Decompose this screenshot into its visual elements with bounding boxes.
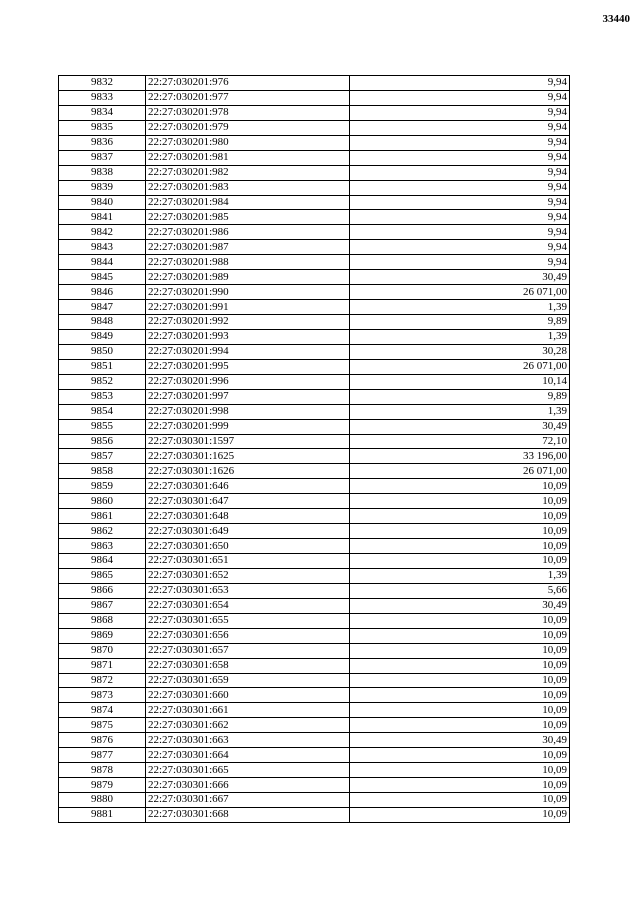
- cadastral-number-cell: 22:27:030201:976: [146, 76, 350, 91]
- value-cell: 30,28: [350, 344, 570, 359]
- table-row: [59, 270, 570, 285]
- value-cell: 1,39: [350, 329, 570, 344]
- table-row: [59, 195, 570, 210]
- value-cell: 9,94: [350, 105, 570, 120]
- value-cell: 9,94: [350, 210, 570, 225]
- row-number-cell: 9867: [59, 598, 146, 613]
- row-number-cell: 9873: [59, 688, 146, 703]
- table-row: [59, 165, 570, 180]
- cadastral-number-cell: 22:27:030301:665: [146, 763, 350, 778]
- row-number-cell: 9872: [59, 673, 146, 688]
- row-number-cell: 9860: [59, 494, 146, 509]
- table-row: [59, 568, 570, 583]
- row-number-cell: 9858: [59, 464, 146, 479]
- cadastral-number-cell: 22:27:030201:988: [146, 255, 350, 270]
- row-number-cell: 9842: [59, 225, 146, 240]
- row-number-cell: 9843: [59, 240, 146, 255]
- cadastral-number-cell: 22:27:030201:998: [146, 404, 350, 419]
- value-cell: 10,09: [350, 688, 570, 703]
- table-row: [59, 76, 570, 91]
- table-row: [59, 344, 570, 359]
- table-row: [59, 494, 570, 509]
- row-number-cell: 9881: [59, 807, 146, 822]
- value-cell: 26 071,00: [350, 464, 570, 479]
- row-number-cell: 9837: [59, 150, 146, 165]
- table-row: [59, 285, 570, 300]
- value-cell: 10,09: [350, 748, 570, 763]
- cadastral-number-cell: 22:27:030201:979: [146, 120, 350, 135]
- cadastral-number-cell: 22:27:030301:666: [146, 778, 350, 793]
- table-row: [59, 554, 570, 569]
- table-row: [59, 105, 570, 120]
- cadastral-number-cell: 22:27:030201:990: [146, 285, 350, 300]
- row-number-cell: 9877: [59, 748, 146, 763]
- table-row: [59, 464, 570, 479]
- value-cell: 10,09: [350, 673, 570, 688]
- row-number-cell: 9834: [59, 105, 146, 120]
- cadastral-number-cell: 22:27:030301:647: [146, 494, 350, 509]
- table-row: [59, 374, 570, 389]
- page-number: 33440: [602, 13, 630, 25]
- cadastral-number-cell: 22:27:030201:995: [146, 359, 350, 374]
- row-number-cell: 9850: [59, 344, 146, 359]
- row-number-cell: 9871: [59, 658, 146, 673]
- value-cell: 10,09: [350, 613, 570, 628]
- value-cell: 10,09: [350, 539, 570, 554]
- table-row: [59, 718, 570, 733]
- row-number-cell: 9876: [59, 733, 146, 748]
- row-number-cell: 9864: [59, 554, 146, 569]
- cadastral-number-cell: 22:27:030201:994: [146, 344, 350, 359]
- table-row: [59, 120, 570, 135]
- value-cell: 10,09: [350, 509, 570, 524]
- row-number-cell: 9844: [59, 255, 146, 270]
- value-cell: 9,94: [350, 225, 570, 240]
- table-row: [59, 673, 570, 688]
- table-row: [59, 509, 570, 524]
- table-row: [59, 524, 570, 539]
- table-row: [59, 180, 570, 195]
- row-number-cell: 9863: [59, 539, 146, 554]
- row-number-cell: 9861: [59, 509, 146, 524]
- cadastral-number-cell: 22:27:030301:658: [146, 658, 350, 673]
- row-number-cell: 9865: [59, 568, 146, 583]
- value-cell: 10,09: [350, 554, 570, 569]
- table-row: [59, 359, 570, 374]
- cadastral-number-cell: 22:27:030301:655: [146, 613, 350, 628]
- row-number-cell: 9859: [59, 479, 146, 494]
- cadastral-number-cell: 22:27:030301:1626: [146, 464, 350, 479]
- table-row: [59, 449, 570, 464]
- cadastral-number-cell: 22:27:030201:981: [146, 150, 350, 165]
- value-cell: 9,89: [350, 315, 570, 330]
- row-number-cell: 9833: [59, 90, 146, 105]
- cadastral-number-cell: 22:27:030201:996: [146, 374, 350, 389]
- cadastral-number-cell: 22:27:030301:668: [146, 807, 350, 822]
- table-row: [59, 793, 570, 808]
- cadastral-number-cell: 22:27:030301:664: [146, 748, 350, 763]
- value-cell: 10,09: [350, 643, 570, 658]
- cadastral-number-cell: 22:27:030301:656: [146, 628, 350, 643]
- cadastral-number-cell: 22:27:030201:993: [146, 329, 350, 344]
- row-number-cell: 9855: [59, 419, 146, 434]
- table-row: [59, 778, 570, 793]
- table-row: [59, 643, 570, 658]
- row-number-cell: 9853: [59, 389, 146, 404]
- cadastral-number-cell: 22:27:030301:657: [146, 643, 350, 658]
- table-row: [59, 807, 570, 822]
- cadastral-number-cell: 22:27:030301:646: [146, 479, 350, 494]
- row-number-cell: 9846: [59, 285, 146, 300]
- value-cell: 1,39: [350, 404, 570, 419]
- value-cell: 9,94: [350, 135, 570, 150]
- row-number-cell: 9836: [59, 135, 146, 150]
- cadastral-number-cell: 22:27:030201:992: [146, 315, 350, 330]
- row-number-cell: 9840: [59, 195, 146, 210]
- row-number-cell: 9854: [59, 404, 146, 419]
- value-cell: 10,09: [350, 479, 570, 494]
- cadastral-number-cell: 22:27:030301:654: [146, 598, 350, 613]
- table-row: [59, 300, 570, 315]
- row-number-cell: 9839: [59, 180, 146, 195]
- table-row: [59, 613, 570, 628]
- row-number-cell: 9848: [59, 315, 146, 330]
- row-number-cell: 9857: [59, 449, 146, 464]
- table-row: [59, 763, 570, 778]
- value-cell: 9,94: [350, 240, 570, 255]
- table-row: [59, 434, 570, 449]
- cadastral-number-cell: 22:27:030201:983: [146, 180, 350, 195]
- value-cell: 9,94: [350, 255, 570, 270]
- table-row: [59, 255, 570, 270]
- table-row: [59, 583, 570, 598]
- value-cell: 33 196,00: [350, 449, 570, 464]
- value-cell: 26 071,00: [350, 285, 570, 300]
- value-cell: 9,89: [350, 389, 570, 404]
- cadastral-number-cell: 22:27:030201:980: [146, 135, 350, 150]
- table-row: [59, 598, 570, 613]
- row-number-cell: 9870: [59, 643, 146, 658]
- table-row: [59, 225, 570, 240]
- value-cell: 1,39: [350, 300, 570, 315]
- cadastral-number-cell: 22:27:030201:991: [146, 300, 350, 315]
- row-number-cell: 9835: [59, 120, 146, 135]
- row-number-cell: 9841: [59, 210, 146, 225]
- cadastral-number-cell: 22:27:030301:649: [146, 524, 350, 539]
- value-cell: 9,94: [350, 150, 570, 165]
- value-cell: 5,66: [350, 583, 570, 598]
- cadastral-number-cell: 22:27:030301:1597: [146, 434, 350, 449]
- row-number-cell: 9832: [59, 76, 146, 91]
- table-row: [59, 210, 570, 225]
- cadastral-number-cell: 22:27:030301:662: [146, 718, 350, 733]
- table-row: [59, 240, 570, 255]
- table-row: [59, 135, 570, 150]
- table-row: [59, 389, 570, 404]
- cadastral-number-cell: 22:27:030201:982: [146, 165, 350, 180]
- cadastral-number-cell: 22:27:030201:977: [146, 90, 350, 105]
- table-row: [59, 90, 570, 105]
- row-number-cell: 9845: [59, 270, 146, 285]
- row-number-cell: 9879: [59, 778, 146, 793]
- value-cell: 10,09: [350, 494, 570, 509]
- value-cell: 30,49: [350, 733, 570, 748]
- table-row: [59, 419, 570, 434]
- table-row: [59, 539, 570, 554]
- value-cell: 72,10: [350, 434, 570, 449]
- value-cell: 10,09: [350, 703, 570, 718]
- row-number-cell: 9852: [59, 374, 146, 389]
- value-cell: 30,49: [350, 598, 570, 613]
- cadastral-number-cell: 22:27:030301:648: [146, 509, 350, 524]
- row-number-cell: 9878: [59, 763, 146, 778]
- cadastral-number-cell: 22:27:030201:989: [146, 270, 350, 285]
- table-row: [59, 404, 570, 419]
- row-number-cell: 9847: [59, 300, 146, 315]
- value-cell: 9,94: [350, 76, 570, 91]
- cadastral-number-cell: 22:27:030201:999: [146, 419, 350, 434]
- table-row: [59, 479, 570, 494]
- row-number-cell: 9856: [59, 434, 146, 449]
- value-cell: 10,14: [350, 374, 570, 389]
- value-cell: 26 071,00: [350, 359, 570, 374]
- cadastral-number-cell: 22:27:030201:997: [146, 389, 350, 404]
- cadastral-number-cell: 22:27:030301:650: [146, 539, 350, 554]
- value-cell: 9,94: [350, 180, 570, 195]
- value-cell: 10,09: [350, 807, 570, 822]
- row-number-cell: 9874: [59, 703, 146, 718]
- value-cell: 1,39: [350, 568, 570, 583]
- value-cell: 9,94: [350, 90, 570, 105]
- table-row: [59, 748, 570, 763]
- value-cell: 10,09: [350, 628, 570, 643]
- cadastral-number-cell: 22:27:030301:663: [146, 733, 350, 748]
- value-cell: 10,09: [350, 718, 570, 733]
- table-row: [59, 658, 570, 673]
- table-row: [59, 329, 570, 344]
- value-cell: 10,09: [350, 524, 570, 539]
- cadastral-number-cell: 22:27:030301:651: [146, 554, 350, 569]
- value-cell: 10,09: [350, 658, 570, 673]
- table-row: [59, 315, 570, 330]
- row-number-cell: 9849: [59, 329, 146, 344]
- row-number-cell: 9869: [59, 628, 146, 643]
- cadastral-number-cell: 22:27:030301:653: [146, 583, 350, 598]
- value-cell: 10,09: [350, 763, 570, 778]
- cadastral-number-cell: 22:27:030201:985: [146, 210, 350, 225]
- row-number-cell: 9880: [59, 793, 146, 808]
- cadastral-number-cell: 22:27:030201:987: [146, 240, 350, 255]
- table-row: [59, 688, 570, 703]
- cadastral-number-cell: 22:27:030301:660: [146, 688, 350, 703]
- value-cell: 10,09: [350, 793, 570, 808]
- table-row: [59, 703, 570, 718]
- value-cell: 10,09: [350, 778, 570, 793]
- row-number-cell: 9875: [59, 718, 146, 733]
- row-number-cell: 9862: [59, 524, 146, 539]
- table-body: [59, 76, 570, 823]
- row-number-cell: 9838: [59, 165, 146, 180]
- row-number-cell: 9851: [59, 359, 146, 374]
- value-cell: 9,94: [350, 195, 570, 210]
- cadastral-number-cell: 22:27:030301:659: [146, 673, 350, 688]
- table-row: [59, 733, 570, 748]
- value-cell: 9,94: [350, 165, 570, 180]
- row-number-cell: 9868: [59, 613, 146, 628]
- row-number-cell: 9866: [59, 583, 146, 598]
- value-cell: 30,49: [350, 419, 570, 434]
- cadastral-number-cell: 22:27:030201:986: [146, 225, 350, 240]
- cadastral-number-cell: 22:27:030301:661: [146, 703, 350, 718]
- table-row: [59, 150, 570, 165]
- cadastral-number-cell: 22:27:030301:652: [146, 568, 350, 583]
- cadastral-number-cell: 22:27:030301:1625: [146, 449, 350, 464]
- cadastral-number-cell: 22:27:030301:667: [146, 793, 350, 808]
- value-cell: 9,94: [350, 120, 570, 135]
- cadastral-number-cell: 22:27:030201:984: [146, 195, 350, 210]
- cadastral-table: [58, 75, 570, 823]
- table-row: [59, 628, 570, 643]
- cadastral-number-cell: 22:27:030201:978: [146, 105, 350, 120]
- value-cell: 30,49: [350, 270, 570, 285]
